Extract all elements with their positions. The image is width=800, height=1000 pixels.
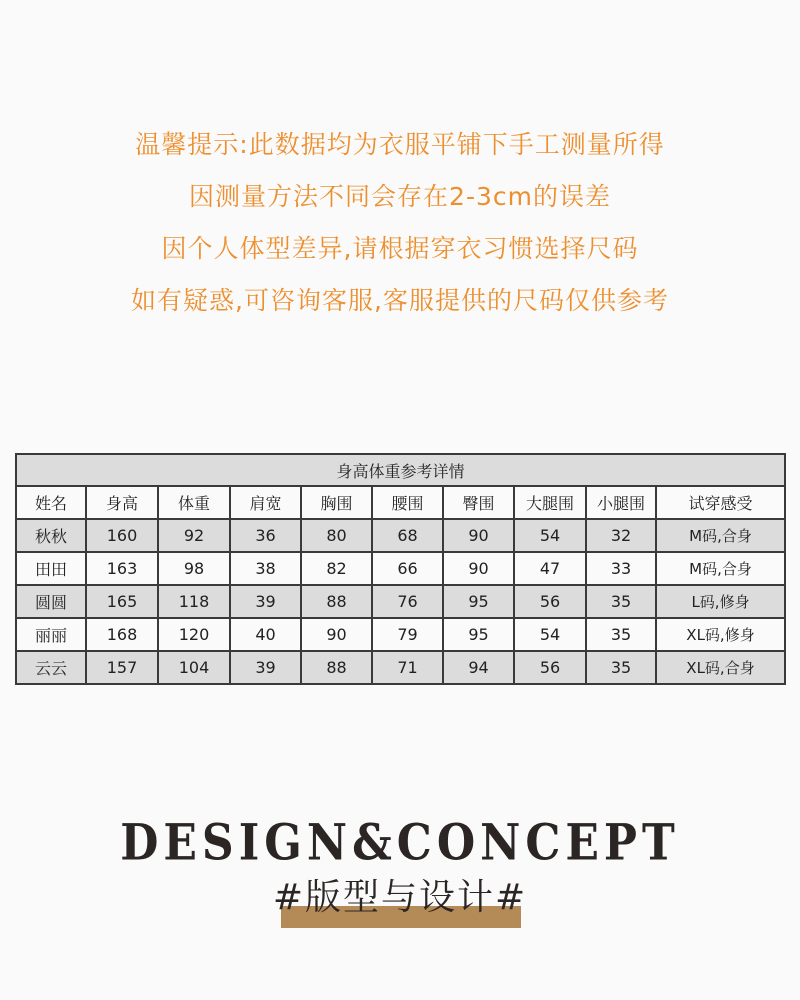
table-cell: 39 [230,651,301,684]
table-cell: 田田 [16,552,86,585]
table-cell: XL码,合身 [656,651,785,684]
table-cell: 32 [586,519,656,552]
table-row [16,552,785,585]
notice-line-2: 因测量方法不同会存在2-3cm的误差 [189,182,611,211]
notice-line-1: 温馨提示:此数据均为衣服平铺下手工测量所得 [135,130,665,159]
table-cell: 90 [443,552,514,585]
table-cell: 68 [372,519,443,552]
table-cell: 54 [514,519,586,552]
header-cell: 腰围 [372,486,443,519]
table-cell: 79 [372,618,443,651]
table-cell: 98 [158,552,230,585]
table-cell: 118 [158,585,230,618]
table-cell: 71 [372,651,443,684]
table-cell: 168 [86,618,158,651]
header-cell: 身高 [86,486,158,519]
table-cell: 40 [230,618,301,651]
design-concept-heading: DESIGN&CONCEPT [120,814,680,873]
table-cell: 90 [443,519,514,552]
table-cell: 35 [586,651,656,684]
table-cell: 157 [86,651,158,684]
table-cell: L码,修身 [656,585,785,618]
table-cell: M码,合身 [656,519,785,552]
table-row [16,519,785,552]
table-cell: 38 [230,552,301,585]
header-cell: 姓名 [16,486,86,519]
table-cell: 秋秋 [16,519,86,552]
table-cell: 88 [301,651,372,684]
table-title: 身高体重参考详情 [16,454,785,486]
table-row [16,618,785,651]
table-cell: 36 [230,519,301,552]
table-cell: 80 [301,519,372,552]
header-cell: 肩宽 [230,486,301,519]
header-cell: 试穿感受 [656,486,785,519]
table-row [16,585,785,618]
header-cell: 体重 [158,486,230,519]
table-cell: 54 [514,618,586,651]
table-cell: 47 [514,552,586,585]
table-cell: 56 [514,651,586,684]
header-cell: 臀围 [443,486,514,519]
table-cell: 160 [86,519,158,552]
table-cell: 35 [586,618,656,651]
notice-line-4: 如有疑惑,可咨询客服,客服提供的尺码仅供参考 [131,286,669,315]
table-cell: 56 [514,585,586,618]
table-cell: 82 [301,552,372,585]
header-cell: 胸围 [301,486,372,519]
table-cell: 95 [443,618,514,651]
table-cell: 云云 [16,651,86,684]
table-cell: 92 [158,519,230,552]
table-header-row [16,486,785,519]
table-cell: 35 [586,585,656,618]
table-cell: 94 [443,651,514,684]
size-reference-table [15,453,786,685]
table-cell: 120 [158,618,230,651]
table-cell: 165 [86,585,158,618]
table-cell: 90 [301,618,372,651]
table-cell: XL码,修身 [656,618,785,651]
table-cell: 66 [372,552,443,585]
table-cell: M码,合身 [656,552,785,585]
table-cell: 104 [158,651,230,684]
subtitle: #版型与设计# [272,877,528,918]
table-cell: 95 [443,585,514,618]
table-cell: 76 [372,585,443,618]
table-cell: 39 [230,585,301,618]
table-cell: 丽丽 [16,618,86,651]
header-cell: 大腿围 [514,486,586,519]
notice-line-3: 因个人体型差异,请根据穿衣习惯选择尺码 [161,234,639,263]
table-cell: 163 [86,552,158,585]
table-cell: 88 [301,585,372,618]
table-cell: 圆圆 [16,585,86,618]
table-row [16,651,785,684]
header-cell: 小腿围 [586,486,656,519]
table-cell: 33 [586,552,656,585]
